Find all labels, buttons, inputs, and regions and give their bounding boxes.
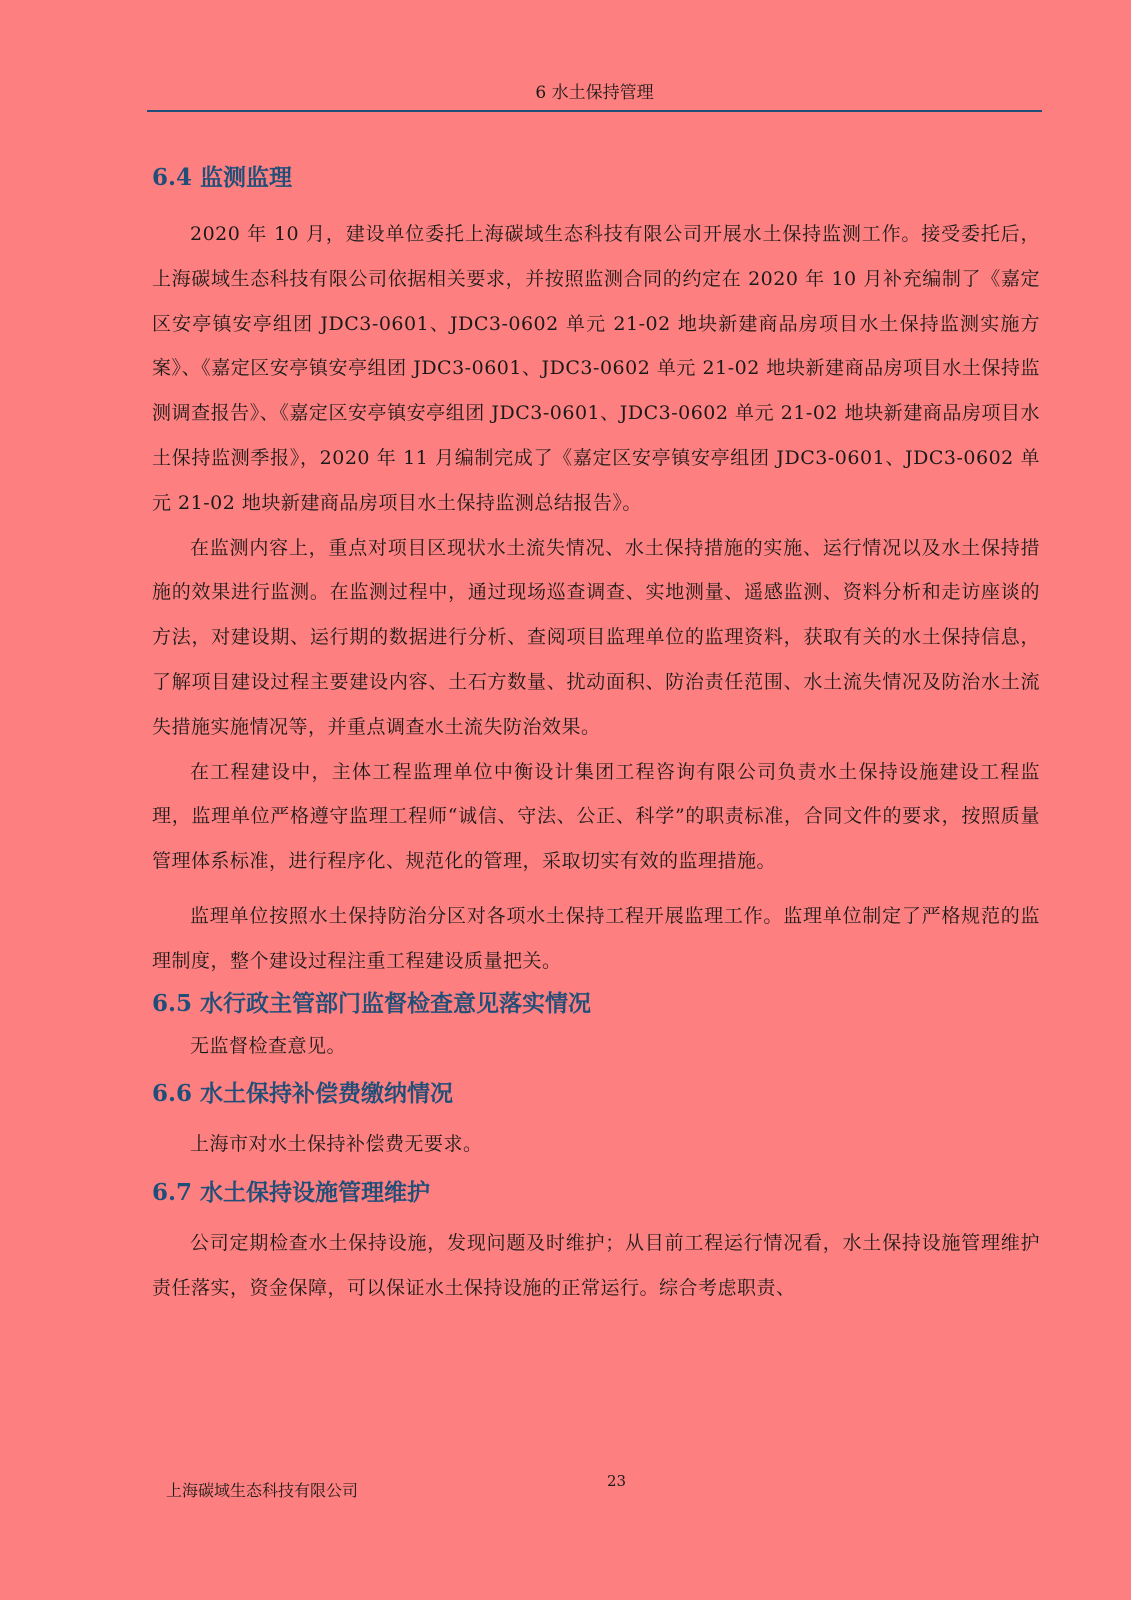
paragraph: 公司定期检查水土保持设施，发现问题及时维护；从目前工程运行情况看，水土保持设施管理维护责任落实，资金保障，可以保证水土保持设施的正常运行。综合考虑职责、 [152, 1232, 1040, 1299]
paragraph: 在工程建设中，主体工程监理单位中衡设计集团工程咨询有限公司负责水土保持设施建设工程监理，监理单位严格遵守监理工程师“诚信、守法、公正、科学”的职责标准，合同文件的要求，按照质量管理体系标准，进行程序化、规范化的管理，采取切实有效的监理措施。 [152, 760, 1040, 873]
section-heading-6-5: 6.5 水行政主管部门监督检查意见落实情况 [152, 989, 592, 1017]
paragraph: 监理单位按照水土保持防治分区对各项水土保持工程开展监理工作。监理单位制定了严格规范的监理制度，整个建设过程注重工程建设质量把关。 [152, 904, 1040, 972]
paragraph: 上海市对水土保持补偿费无要求。 [190, 1133, 483, 1156]
paragraph: 2020 年 10 月，建设单位委托上海碳域生态科技有限公司开展水土保持监测工作。接受委托后，上海碳域生态科技有限公司依据相关要求，并按照监测合同的约定在 2020 年 10 月补充编制了《嘉定区安亭镇安亭组团 JDC3-0601、JDC3-0602 单元 21-02 地块新建商品房项目水土保持监测实施方案》、《嘉定区安亭镇安亭组团 JDC3-0601、JDC3-0602 单元 21-02 地块新建商品房项目水土保持监测调查报告》、《嘉定区安亭镇安亭组团 JDC3-0601、JDC3-0602 单元 21-02 地块新建商品房项目水土保持监测季报》，2020 年 11 月编制完成了《嘉定区安亭镇安亭组团 JDC3-0601、JDC3-0602 单元 21-02 地块新建商品房项目水土保持监测总结报告》。 [152, 223, 1040, 514]
footer-company: 上海碳域生态科技有限公司 [166, 1481, 359, 1500]
section-heading-6-6: 6.6 水土保持补偿费缴纳情况 [152, 1080, 454, 1108]
paragraph: 在监测内容上，重点对项目区现状水土流失情况、水土保持措施的实施、运行情况以及水土保持措施的效果进行监测。在监测过程中，通过现场巡查调查、实地测量、遥感监测、资料分析和走访座谈的方法，对建设期、运行期的数据进行分析、查阅项目监理单位的监理资料，获取有关的水土保持信息，了解项目建设过程主要建设内容、土石方数量、扰动面积、防治责任范围、水土流失情况及防治水土流失措施实施情况等，并重点调查水土流失防治效果。 [152, 536, 1040, 738]
section-heading-6-7: 6.7 水土保持设施管理维护 [152, 1179, 431, 1207]
page-number: 23 [607, 1472, 627, 1490]
section-heading-6-4: 6.4 监测监理 [152, 164, 293, 191]
paragraph: 无监督检查意见。 [190, 1034, 347, 1057]
page-header [147, 76, 1042, 112]
page-content [152, 158, 1040, 1311]
header-title: 6 水土保持管理 [535, 83, 654, 103]
